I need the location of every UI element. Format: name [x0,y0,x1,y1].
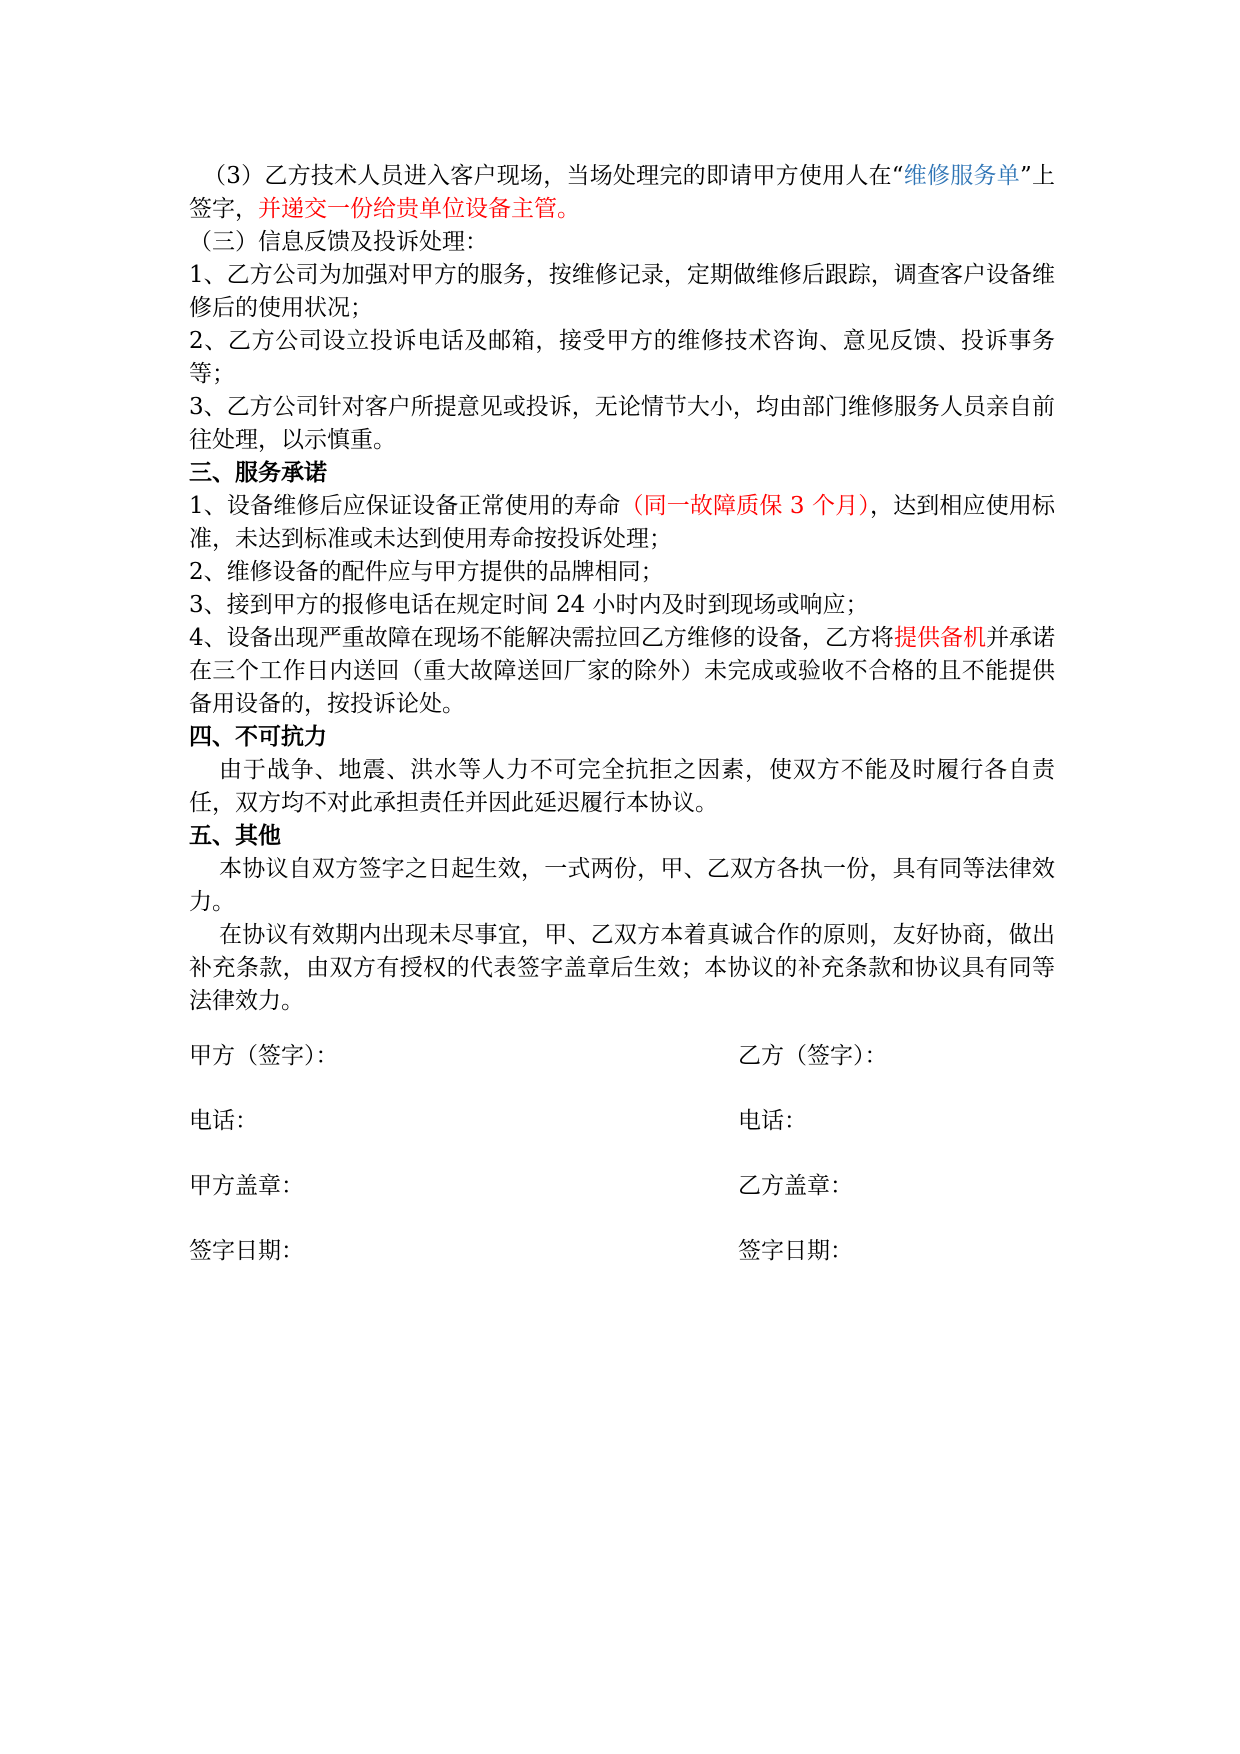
feedback-item: 3、乙方公司针对客户所提意见或投诉，无论情节大小，均由部门维修服务人员亲自前往处理，以示慎重。 [189,394,1055,453]
promise-4-prefix: 4、设备出现严重故障在现场不能解决需拉回乙方维修的设备，乙方将 [189,625,894,651]
section-title-force-majeure: 四、不可抗力 [189,724,327,750]
promise-1-suffix: ，达到相应使用标准，未达到标准或未达到使用寿命按投诉处理； [189,493,1055,552]
signature-row-phone [189,1105,1055,1138]
signature-row-date [189,1235,1055,1268]
section-title-other: 五、其他 [189,823,281,849]
feedback-item: 2、乙方公司设立投诉电话及邮箱，接受甲方的维修技术咨询、意见反馈、投诉事务等； [189,328,1055,387]
promise-4-suffix: 并承诺在三个工作日内送回（重大故障送回厂家的除外）未完成或验收不合格的且不能提供备用设备的，按投诉论处。 [189,625,1056,717]
feedback-item: 1、乙方公司为加强对甲方的服务，按维修记录，定期做维修后跟踪，调查客户设备维修后的使用状况； [189,262,1055,321]
party-a-date-label: 签字日期： [189,1238,304,1264]
service-order-mid: ”上签字， [189,163,1055,222]
party-b-date-label: 签字日期： [738,1238,853,1264]
other-paragraph-1: 本协议自双方签字之日起生效，一式两份，甲、乙双方各执一份，具有同等法律效力。 [189,856,1055,915]
service-order-prefix: （3）乙方技术人员进入客户现场，当场处理完的即请甲方使用人在“ [203,163,904,189]
promise-4-backup-machine: 提供备机 [893,625,986,651]
party-a-signature-label: 甲方（签字）： [189,1043,339,1069]
promise-item-4 [189,622,1055,721]
signature-row-sign [189,1040,1055,1073]
party-a-seal-label: 甲方盖章： [189,1173,304,1199]
document-body [189,160,1055,1018]
paragraph-service-order [189,160,1055,226]
section-title-service-promise: 三、服务承诺 [189,460,327,486]
party-b-seal-label: 乙方盖章： [738,1173,853,1199]
service-order-highlight: 维修服务单 [903,163,1020,189]
service-order-red-note: 并递交一份给贵单位设备主管。 [258,196,580,222]
promise-item-1 [189,490,1055,556]
promise-item-2: 2、维修设备的配件应与甲方提供的品牌相同； [189,559,664,585]
force-majeure-text: 由于战争、地震、洪水等人力不可完全抗拒之因素，使双方不能及时履行各自责任，双方均不对此承担责任并因此延迟履行本协议。 [189,757,1055,816]
promise-item-3: 3、接到甲方的报修电话在规定时间 24 小时内及时到现场或响应； [189,592,869,618]
promise-1-warranty: （同一故障质保 3 个月） [620,493,870,519]
promise-1-prefix: 1、设备维修后应保证设备正常使用的寿命 [189,493,621,519]
signature-row-seal [189,1170,1055,1203]
party-b-signature-label: 乙方（签字）： [738,1043,888,1069]
signature-block [189,1040,1055,1300]
subsection-feedback-title: （三）信息反馈及投诉处理： [189,229,488,255]
party-a-phone-label: 电话： [189,1108,258,1134]
other-paragraph-2: 在协议有效期内出现未尽事宜，甲、乙双方本着真诚合作的原则，友好协商，做出补充条款，由双方有授权的代表签字盖章后生效；本协议的补充条款和协议具有同等法律效力。 [189,922,1055,1014]
party-b-phone-label: 电话： [738,1108,807,1134]
